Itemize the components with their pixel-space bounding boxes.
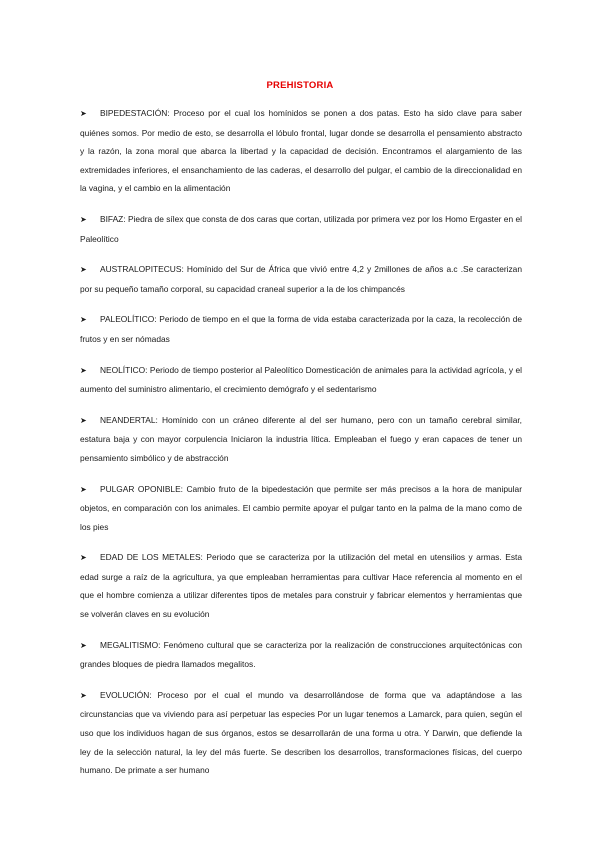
entry-text: Homínido con un cráneo diferente al del ser humano, pero con un tamaño cerebral similar, estatura baja y con mayor corpulencia Iniciaron la industria lítica. Empleaban el fuego y eran capaces de tener un pensamiento simbólico y de abstracción bbox=[80, 414, 523, 463]
entry-text: Fenómeno cultural que se caracteriza por la realización de construcciones arquitectónicas con grandes bloques de piedra llamados megalitos. bbox=[80, 639, 523, 670]
entry-paleolitico bbox=[80, 310, 522, 348]
entry-term: NEANDERTAL: bbox=[100, 414, 158, 425]
arrow-bullet-icon: ➤ bbox=[80, 415, 87, 425]
entry-bipedestacion bbox=[80, 104, 522, 198]
arrow-bullet-icon: ➤ bbox=[80, 484, 87, 494]
entry-text: Proceso por el cual los homínidos se ponen a dos patas. Esto ha sido clave para saber quiénes somos. Por medio de esto, se desarrolla el lóbulo frontal, lugar donde se desarrolla el pensamiento abstracto y la razón, la zona moral que abarca la libertad y la capacidad de decisión. Encontramos el alargamiento de las extremidades inferiores, el ensanchamiento de las caderas, el desarrollo del pulgar, el cambio de la direccionalidad en la vagina, y el cambio en la alimentación bbox=[80, 108, 522, 194]
entry-term: PULGAR OPONIBLE: bbox=[100, 483, 184, 494]
entry-australopitecus bbox=[80, 260, 522, 298]
arrow-bullet-icon: ➤ bbox=[80, 214, 87, 224]
entry-bifaz bbox=[80, 210, 522, 248]
entry-term: EDAD DE LOS METALES: bbox=[100, 552, 203, 563]
page-title: PREHISTORIA bbox=[266, 80, 334, 91]
arrow-bullet-icon: ➤ bbox=[80, 690, 87, 700]
entry-term: MEGALITISMO: bbox=[100, 639, 161, 650]
entry-list bbox=[80, 104, 522, 792]
entry-evolucion bbox=[80, 686, 522, 780]
arrow-bullet-icon: ➤ bbox=[80, 109, 87, 118]
arrow-bullet-icon: ➤ bbox=[80, 365, 87, 375]
arrow-bullet-icon: ➤ bbox=[80, 265, 87, 275]
entry-term: AUSTRALOPITECUS: bbox=[100, 264, 184, 275]
entry-term: BIPEDESTACIÓN: bbox=[100, 108, 170, 118]
entry-text: Cambio fruto de la bipedestación que permite ser más precisos a la hora de manipular objetos, en comparación con los animales. El cambio permite apoyar el pulgar tanto en la palma de la mano como de los pies bbox=[80, 483, 522, 532]
entry-term: PALEOLÍTICO: bbox=[100, 314, 157, 325]
entry-term: NEOLÍTICO: bbox=[100, 364, 148, 375]
arrow-bullet-icon: ➤ bbox=[80, 315, 87, 325]
arrow-bullet-icon: ➤ bbox=[80, 640, 87, 650]
entry-text: Proceso por el cual el mundo va desarrollándose de forma que va adaptándose a las circunstancias que va viviendo para así perpetuar las especies Por un lugar tenemos a Lamarck, para quien, según el uso que los individuos hagan de sus órganos, estos se desarrollarán de una forma u otra. Y Darwin, que defiende la ley de la selección natural, la ley del más fuerte. Se describen los desarrollos, transformaciones físicas, del cuerpo humano. De primate a ser humano bbox=[80, 689, 522, 776]
entry-text: Periodo de tiempo en el que la forma de vida estaba caracterizada por la caza, la recolección de frutos y en ser nómadas bbox=[80, 314, 523, 344]
entry-megalitismo bbox=[80, 636, 522, 674]
entry-pulgar-oponible bbox=[80, 480, 522, 537]
entry-text: Piedra de sílex que consta de dos caras que cortan, utilizada por primera vez por los Homo Ergaster en el Paleolítico bbox=[80, 213, 523, 244]
entry-text: Periodo de tiempo posterior al Paleolítico Domesticación de animales para la actividad agrícola, y el aumento del suministro alimentario, el crecimiento demógrafo y el sedentarismo bbox=[80, 364, 522, 395]
entry-neandertal bbox=[80, 411, 522, 468]
entry-neolitico bbox=[80, 361, 522, 399]
entry-edad-de-los-metales bbox=[80, 548, 522, 623]
entry-term: EVOLUCIÓN: bbox=[100, 689, 152, 700]
entry-text: Periodo que se caracteriza por la utilización del metal en utensilios y armas. Esta edad surge a raíz de la agricultura, ya que empleaban herramientas para cultivar Hace referencia al momento en el que el hombre comienza a utilizar diferentes tipos de metales para construir y fabricar elementos y herramientas que se volverán claves en su evolución bbox=[80, 552, 522, 620]
entry-term: BIFAZ: bbox=[100, 213, 126, 224]
arrow-bullet-icon: ➤ bbox=[80, 553, 87, 563]
entry-text: Homínido del Sur de África que vivió entre 4,2 y 2millones de años a.c .Se caracterizan por su pequeño tamaño corporal, su capacidad craneal superior a la de los chimpancés bbox=[80, 264, 523, 294]
